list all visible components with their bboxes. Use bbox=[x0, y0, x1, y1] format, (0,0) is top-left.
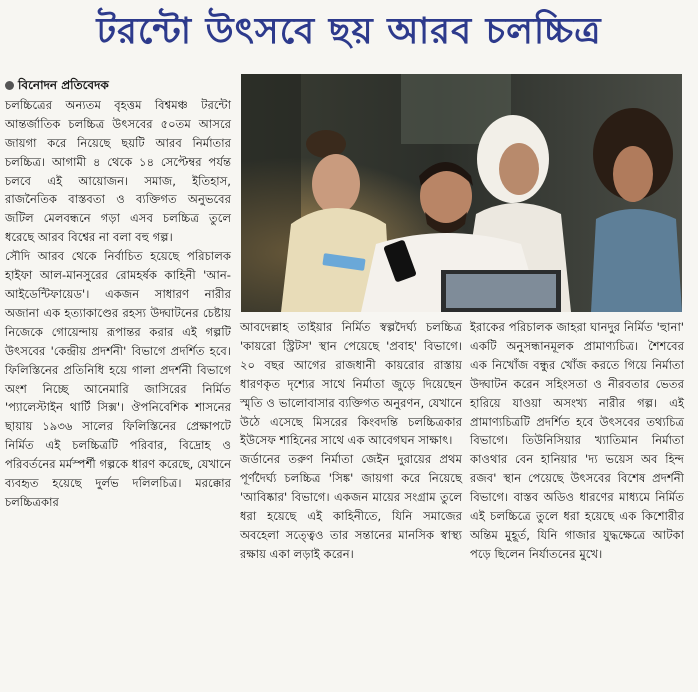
article-column-3 bbox=[470, 318, 684, 564]
paragraph: সৌদি আরব থেকে নির্বাচিত হয়েছে পরিচালক হাইফা আল-মানসুরের রোমহর্ষক কাহিনী 'আন-আইডেন্টিফায়েড'। একজন সাধারণ নারীর অজানা এক হত্যাকাণ্ডের রহস্য উদ্ঘাটনের চেষ্টায় নিজেকে গোয়েন্দায় রূপান্তর করার এই গল্পটি উৎসবের 'কেন্দ্রীয় প্রদর্শনী' বিভাগে প্রদর্শিত হবে। ফিলিস্তিনের প্রতিনিধি হয়ে গালা প্রদর্শনী বিভাগে অংশ নিচ্ছে আনেমারি জাসিরের নির্মিত 'প্যালেস্টাইন থার্টি সিক্স'। ঔপনিবেশিক শাসনের ছায়ায় ১৯৩৬ সালের ফিলিস্তিনের প্রেক্ষাপটে নির্মিত এই চলচ্চিত্রটি পরিবার, বিদ্রোহ ও পরিবর্তনের মর্মস্পর্শী গল্পকে ধারণ করেছে, যেখানে ব্যবহৃত হয়েছে দুর্লভ দলিলচিত্র। মরক্কোর চলচ্চিত্রকার bbox=[5, 249, 231, 509]
film-still-photo bbox=[241, 74, 682, 312]
byline-text: বিনোদন প্রতিবেদক bbox=[18, 78, 109, 92]
paragraph: চলচ্চিত্রের অন্যতম বৃহত্তম বিশ্বমঞ্চ টরন্টো আন্তর্জাতিক চলচ্চিত্র উৎসবের ৫০তম আসরে জায়গা করে নিয়েছে ছয়টি আরব নির্মাতার চলচ্চিত্র। আগামী ৪ থেকে ১৪ সেপ্টেম্বর পর্যন্ত চলবে এই আয়োজন। সমাজ, ইতিহাস, রাজনৈতিক বাস্তবতা ও ব্যক্তিগত অনুভবের জটিল মেলবন্ধনে গড়া এসব চলচ্চিত্র তুলে ধরেছে আরব বিশ্বের না বলা বহু গল্প। bbox=[5, 97, 231, 245]
headline: টরন্টো উৎসবে ছয় আরব চলচ্চিত্র bbox=[96, 10, 602, 52]
paragraph: ইরাকের পরিচালক জাহরা ঘানদুর নির্মিত 'হুানা' একটি অনুসন্ধানমূলক প্রামাণ্যচিত্র। শৈশবের এক নিখোঁজ বন্ধুর খোঁজ করতে গিয়ে নির্মাতা উদ্ঘাটন করেন সহিংসতা ও নীরবতার ভেতর হারিয়ে যাওয়া অসংখ্য নারীর গল্প। এই প্রামাণ্যচিত্রটি প্রদর্শিত হবে উৎসবের তথ্যচিত্র বিভাগে। তিউনিসিয়ার খ্যাতিমান নির্মাতা কাওথার বেন হানিয়ার 'দ্য ভয়েস অব হিন্দ রজব' স্থান পেয়েছে উৎসবের বিশেষ প্রদর্শনী বিভাগে। বাস্তব অডিও ধারণের মাধ্যমে নির্মিত এই চলচ্চিত্রে তুলে ধরা হয়েছে এক কিশোরীর অন্তিম মুহূর্ত, যিনি গাজার যুদ্ধক্ষেত্রে আটকা পড়ে ছিলেন নির্যাতনের মুখে। bbox=[470, 320, 684, 561]
film-still-illustration bbox=[241, 74, 682, 312]
article-column-1 bbox=[5, 76, 231, 512]
bullet-icon bbox=[5, 81, 14, 90]
paragraph: আবদেল্লাহ তাইয়ার নির্মিত স্বল্পদৈর্ঘ্য চলচ্চিত্র 'কায়রো স্ট্রিটস' স্থান পেয়েছে 'প্রবাহ' বিভাগে। ২০ বছর আগের রাজধানী কায়রোর রাস্তায় ধারণকৃত দৃশ্যের সাথে নির্মাতা জুড়ে দিয়েছেন স্মৃতি ও ভালোবাসার ব্যক্তিগত অনুরণন, যেখানে উঠে এসেছে মিসরের কিংবদন্তি চলচ্চিত্রকার ইউসেফ শাহিনের সাথে এক আবেগঘন সাক্ষাৎ। bbox=[240, 320, 462, 448]
byline bbox=[5, 76, 231, 95]
paragraph: জর্ডানের তরুণ নির্মাতা জেইন দুরায়ের প্রথম পূর্ণদৈর্ঘ্য চলচ্চিত্র 'সিঙ্ক' জায়গা করে নিয়েছে 'আবিষ্কার' বিভাগে। একজন মায়ের সংগ্রাম তুলে ধরা হয়েছে এই কাহিনীতে, যিনি সমাজের অবহেলা সত্ত্বেও তার সন্তানের মানসিক স্বাস্থ্য রক্ষায় একা লড়াই করেন। bbox=[240, 452, 462, 561]
article-column-2 bbox=[240, 318, 462, 564]
